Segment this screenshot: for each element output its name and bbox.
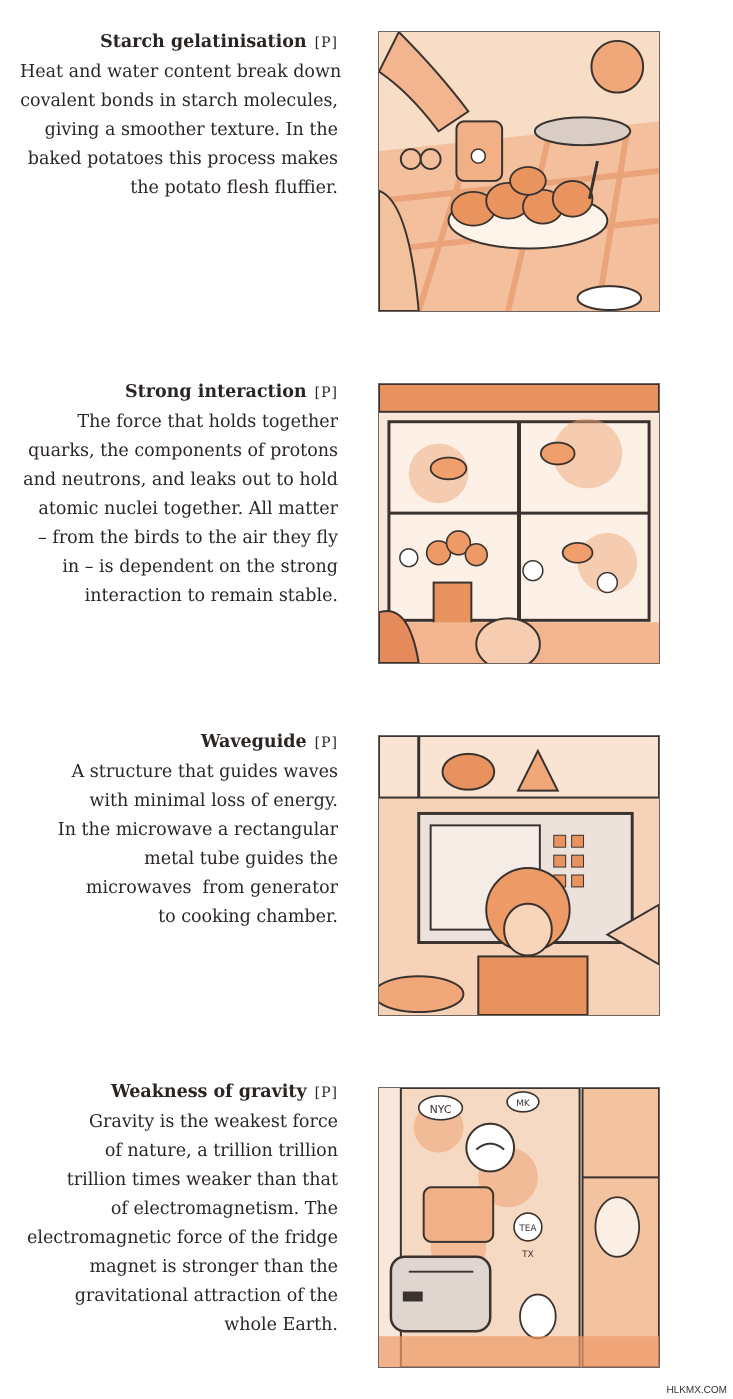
entry-line: in – is dependent on the strong [62, 557, 338, 577]
entry-tag: [P] [314, 35, 338, 51]
magnet-nyc: NYC [429, 1102, 452, 1116]
entry-line: whole Earth. [224, 1315, 338, 1335]
entry-line: Heat and water content break down [20, 62, 342, 82]
entry-line: – from the birds to the air they fly [38, 528, 338, 548]
entry-line: Gravity is the weakest force [89, 1112, 338, 1132]
entry-line: quarks, the components of protons [28, 441, 338, 461]
kitchen-table-potatoes-illustration [378, 31, 660, 312]
magnet-tx: TX [522, 1249, 534, 1260]
entry-text [20, 728, 338, 932]
entry-tag: [P] [314, 1085, 338, 1101]
entry-term: Weakness of gravity [111, 1082, 307, 1102]
magnet-mk: MK [516, 1098, 530, 1109]
fridge-magnets-toaster-illustration [378, 1087, 660, 1368]
magnet-tea: TEA [519, 1223, 537, 1234]
entry-line: giving a smoother texture. In the [44, 120, 338, 140]
entry-term: Waveguide [200, 732, 307, 752]
entry-text [20, 1078, 338, 1340]
entry-line: of nature, a trillion trillion [104, 1141, 338, 1161]
entry-text [20, 378, 338, 611]
entry-title [20, 728, 338, 758]
entry-line: electromagnetic force of the fridge [27, 1228, 338, 1248]
entry-line: and neutrons, and leaks out to hold [23, 470, 338, 490]
microwave-kitchen-illustration [378, 735, 660, 1016]
entry-title [20, 1078, 338, 1108]
entry-line: trillion times weaker than that [66, 1170, 338, 1190]
entry-line: In the microwave a rectangular [57, 820, 338, 840]
entry-line: of electromagnetism. The [110, 1199, 338, 1219]
entry-line: The force that holds together [77, 412, 338, 432]
entry-tag: [P] [314, 385, 338, 401]
entry-title [20, 378, 338, 408]
entry-line: interaction to remain stable. [84, 586, 338, 606]
entry-line: metal tube guides the [144, 849, 338, 869]
entry-tag: [P] [314, 735, 338, 751]
entry-term: Starch gelatinisation [100, 32, 307, 52]
footer-watermark: HLKMX.COM [666, 1385, 727, 1396]
entry-title [20, 28, 338, 58]
entry-line: with minimal loss of energy. [89, 791, 338, 811]
entry-line: the potato flesh fluffier. [130, 178, 338, 198]
entry-term: Strong interaction [125, 382, 307, 402]
entry-line: A structure that guides waves [71, 762, 338, 782]
entry-text [20, 28, 342, 203]
entry-line: to cooking chamber. [158, 907, 338, 927]
entry-line: atomic nuclei together. All matter [38, 499, 338, 519]
entry-line: covalent bonds in starch molecules, [20, 91, 338, 111]
entry-line: microwaves from generator [85, 878, 338, 898]
entry-line: gravitational attraction of the [74, 1286, 338, 1306]
entry-line: baked potatoes this process makes [27, 149, 338, 169]
window-birds-illustration [378, 383, 660, 664]
entry-line: magnet is stronger than the [89, 1257, 338, 1277]
